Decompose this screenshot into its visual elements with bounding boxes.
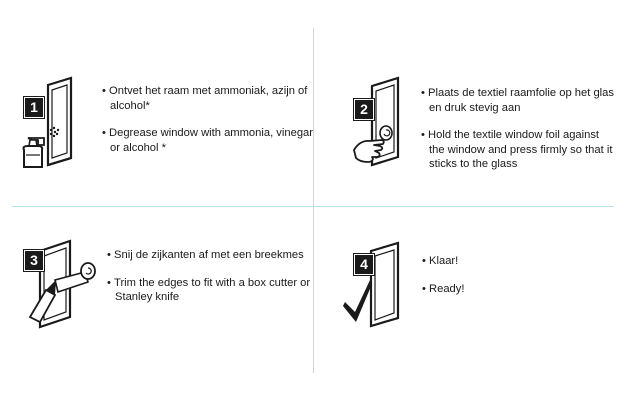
- step-2-instruction-en: • Hold the textile window foil against the window and press firmly so that it sticks to the glass: [421, 128, 616, 172]
- step-4-instruction-en: • Ready!: [422, 282, 612, 297]
- step-number-badge: 1: [24, 97, 44, 118]
- step-3-instruction-nl: • Snij de zijkanten af met een breekmes: [107, 248, 317, 263]
- step-number-badge: 4: [354, 254, 374, 275]
- step-number-badge: 2: [354, 99, 374, 120]
- step-3-instruction-en: • Trim the edges to fit with a box cutter or Stanley knife: [107, 276, 317, 305]
- step-2-instruction-nl: • Plaats de textiel raamfolie op het glas en druk stevig aan: [421, 86, 616, 115]
- step-4-instruction-nl: • Klaar!: [422, 254, 612, 269]
- step-number-badge: 3: [24, 250, 44, 271]
- step-1-instruction-nl: • Ontvet het raam met ammoniak, azijn of alcohol*: [102, 84, 317, 113]
- step-1-instruction-en: • Degrease window with ammonia, vinegar or alcohol *: [102, 126, 317, 155]
